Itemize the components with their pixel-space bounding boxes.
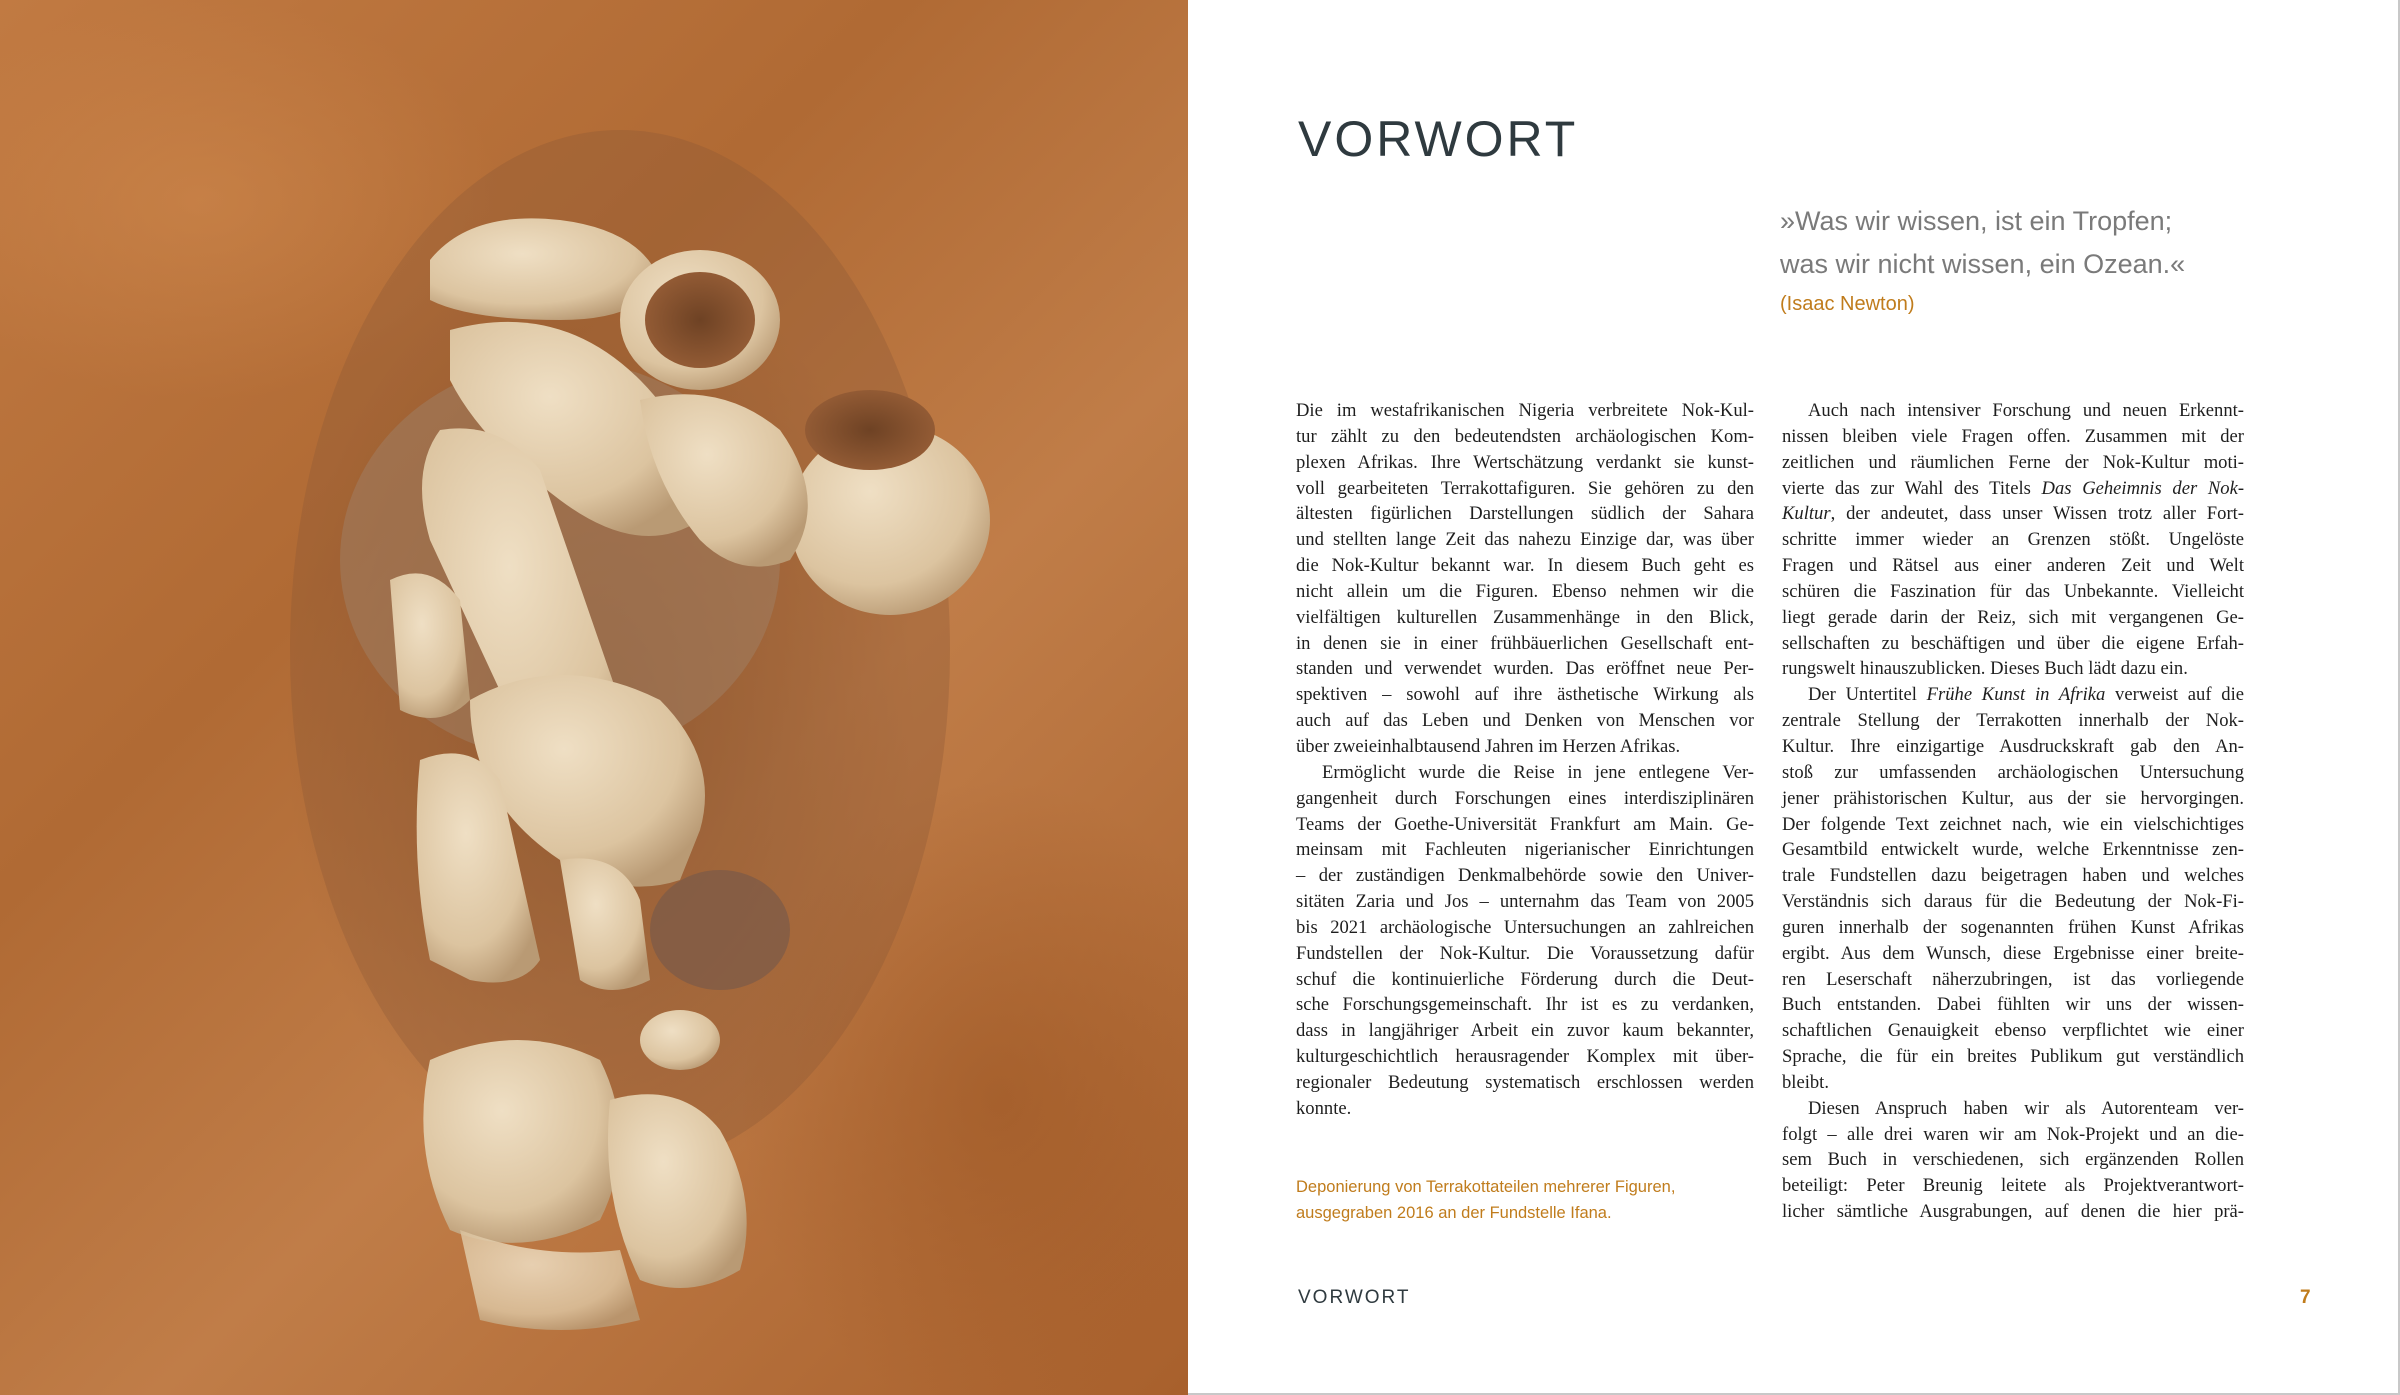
text-line: vielfältigen kulturellen Zusammenhänge in den Blick,	[1296, 606, 1754, 628]
text-line: sem Buch in verschiedenen, sich ergänzenden Rollen	[1782, 1149, 2244, 1171]
text-line	[1782, 682, 2244, 708]
text-line: guren innerhalb der sogenannten frühen Kunst Afrikas	[1782, 916, 2244, 938]
text-line: folgt – alle drei waren wir am Nok-Projekt und an die-	[1782, 1123, 2244, 1145]
text-line	[1782, 476, 2244, 502]
italic-title: Kultur	[1782, 503, 1831, 525]
text-line: Verständnis sich daraus für die Bedeutung der Nok-Fi-	[1782, 891, 2244, 913]
italic-title: Das Geheimnis der Nok-	[2041, 477, 2245, 499]
epigraph	[1780, 200, 2185, 322]
text-line: Kultur. Ihre einzigartige Ausdruckskraft gab den An-	[1782, 735, 2244, 757]
caption-line: ausgegraben 2016 an der Fundstelle Ifana.	[1296, 1204, 1612, 1222]
text-line: – der zuständigen Denkmalbehörde sowie den Univer-	[1296, 865, 1754, 887]
text-segment: vierte das zur Wahl des Titels	[1782, 477, 2042, 499]
text-line: Buch entstanden. Dabei fühlten wir uns der wissen-	[1782, 994, 2244, 1016]
body-column-right	[1782, 398, 2244, 1225]
text-line: schüren die Faszination für das Unbekannte. Vielleicht	[1782, 580, 2244, 602]
text-segment: , der andeutet, dass unser Wissen trotz aller Fort-	[1830, 503, 2244, 525]
text-line: trale Fundstellen dazu beigetragen haben und welches	[1782, 865, 2244, 887]
quote-line: was wir nicht wissen, ein Ozean.«	[1780, 249, 2186, 279]
text-line: stoß zur umfassenden archäologischen Untersuchung	[1782, 761, 2244, 783]
text-line: kulturgeschichtlich herausragender Komplex mit über-	[1296, 1046, 1754, 1068]
text-line: Teams der Goethe-Universität Frankfurt am Main. Ge-	[1296, 813, 1754, 835]
text-line: schaftlichen Genauigkeit ebenso verpflichtet wie einer	[1782, 1020, 2244, 1042]
text-line: licher sämtliche Ausgrabungen, auf denen die hier prä-	[1782, 1201, 2244, 1223]
text-line: plexen Afrikas. Ihre Wertschätzung verdankt sie kunst-	[1296, 451, 1754, 473]
running-head: VORWORT	[1298, 1287, 1411, 1308]
text-line: voll gearbeiteten Terrakottafiguren. Sie gehören zu den	[1296, 477, 1754, 499]
text-line: rungswelt hinauszublicken. Dieses Buch lädt dazu ein.	[1782, 658, 2188, 680]
italic-title: Frühe Kunst in Afrika	[1926, 684, 2106, 706]
photo-caption	[1296, 1174, 1675, 1226]
text-line: zeitlichen und räumlichen Ferne der Nok-Kultur moti-	[1782, 451, 2244, 473]
text-segment: verweist auf die	[2105, 684, 2244, 706]
text-line: bis 2021 archäologische Untersuchungen an zahlreichen	[1296, 916, 1754, 938]
page-number: 7	[2300, 1287, 2311, 1308]
text-line: dass in langjähriger Arbeit ein zuvor kaum bekannter,	[1296, 1020, 1754, 1042]
text-line: ältesten figürlichen Darstellungen südlich der Sahara	[1296, 503, 1754, 525]
text-line: liegt gerade darin der Reiz, sich mit vergangenen Ge-	[1782, 606, 2244, 628]
text-line: Auch nach intensiver Forschung und neuen Erkennt-	[1808, 400, 2244, 421]
text-line: und stellten lange Zeit das nahezu Einzige dar, was über	[1296, 529, 1754, 551]
excavation-photo	[0, 0, 1188, 1395]
text-line: in denen sie in einer frühbäuerlichen Gesellschaft ent-	[1296, 632, 1754, 654]
text-line: bleibt.	[1782, 1071, 1829, 1093]
text-line: sellschaften zu beschäftigen und über die eigene Erfah-	[1782, 632, 2244, 654]
text-line: schritte immer wieder an Grenzen stößt. Ungelöste	[1782, 529, 2244, 551]
text-line: jener prähistorischen Kultur, aus der sie hervorgingen.	[1782, 787, 2244, 809]
quote-source: (Isaac Newton)	[1780, 293, 1915, 315]
text-line: Ermöglicht wurde die Reise in jene entlegene Ver-	[1322, 761, 1754, 783]
text-line: Gesamtbild entwickelt wurde, welche Erkenntnisse zen-	[1782, 839, 2244, 861]
text-line: standen und verwendet wurden. Das eröffnet neue Per-	[1296, 658, 1754, 680]
text-line	[1782, 501, 2244, 527]
text-line: schuf die kontinuierliche Förderung durch die Deut-	[1296, 968, 1754, 990]
text-line: auch auf das Leben und Denken von Menschen vor	[1296, 710, 1754, 732]
text-line: beteiligt: Peter Breunig leitete als Projektverantwort-	[1782, 1175, 2244, 1197]
text-line: Die im westafrikanischen Nigeria verbreitete Nok-Kul-	[1296, 400, 1754, 421]
text-line: Fundstellen der Nok-Kultur. Die Voraussetzung dafür	[1296, 942, 1754, 964]
text-line: sitäten Zaria und Jos – unternahm das Team von 2005	[1296, 891, 1754, 913]
text-line: nicht allein um die Figuren. Ebenso nehmen wir die	[1296, 580, 1754, 602]
text-line: Sprache, die für ein breites Publikum gut verständlich	[1782, 1046, 2244, 1068]
text-line: meinsam mit Fachleuten nigerianischer Einrichtungen	[1296, 839, 1754, 861]
text-line: Diesen Anspruch haben wir als Autorenteam ver-	[1808, 1097, 2244, 1119]
caption-line: Deponierung von Terrakottateilen mehrerer Figuren,	[1296, 1178, 1676, 1196]
text-line: spektiven – sowohl auf ihre ästhetische Wirkung als	[1296, 684, 1754, 706]
text-line: ren Leserschaft näherzubringen, ist das vorliegende	[1782, 968, 2244, 990]
text-line: Der folgende Text zeichnet nach, wie ein vielschichtiges	[1782, 813, 2244, 835]
quote-line: »Was wir wissen, ist ein Tropfen;	[1780, 206, 2173, 236]
terracotta-fragments-illustration	[0, 0, 1188, 1395]
text-line: gangenheit durch Forschungen eines interdisziplinären	[1296, 787, 1754, 809]
text-line: tur zählt zu den bedeutendsten archäologischen Kom-	[1296, 425, 1754, 447]
text-line: sche Forschungsgemeinschaft. Ihr ist es zu verdanken,	[1296, 994, 1754, 1016]
text-segment: Der Untertitel	[1808, 684, 1927, 706]
text-line: die Nok-Kultur bekannt war. In diesem Buch geht es	[1296, 555, 1754, 577]
text-page	[1188, 0, 2400, 1395]
text-line: konnte.	[1296, 1097, 1352, 1119]
text-line: über zweieinhalbtausend Jahren im Herzen Afrikas.	[1296, 735, 1681, 757]
text-line: zentrale Stellung der Terrakotten innerhalb der Nok-	[1782, 710, 2244, 732]
text-line: regionaler Bedeutung systematisch erschlossen werden	[1296, 1071, 1754, 1093]
chapter-title: VORWORT	[1298, 111, 1579, 167]
body-column-left	[1296, 398, 1754, 1122]
text-line: nissen bleiben viele Fragen offen. Zusammen mit der	[1782, 425, 2244, 447]
text-line: Fragen und Rätsel aus einer anderen Zeit und Welt	[1782, 555, 2244, 577]
text-line: ergibt. Aus dem Wunsch, diese Ergebnisse einer breite-	[1782, 942, 2244, 964]
